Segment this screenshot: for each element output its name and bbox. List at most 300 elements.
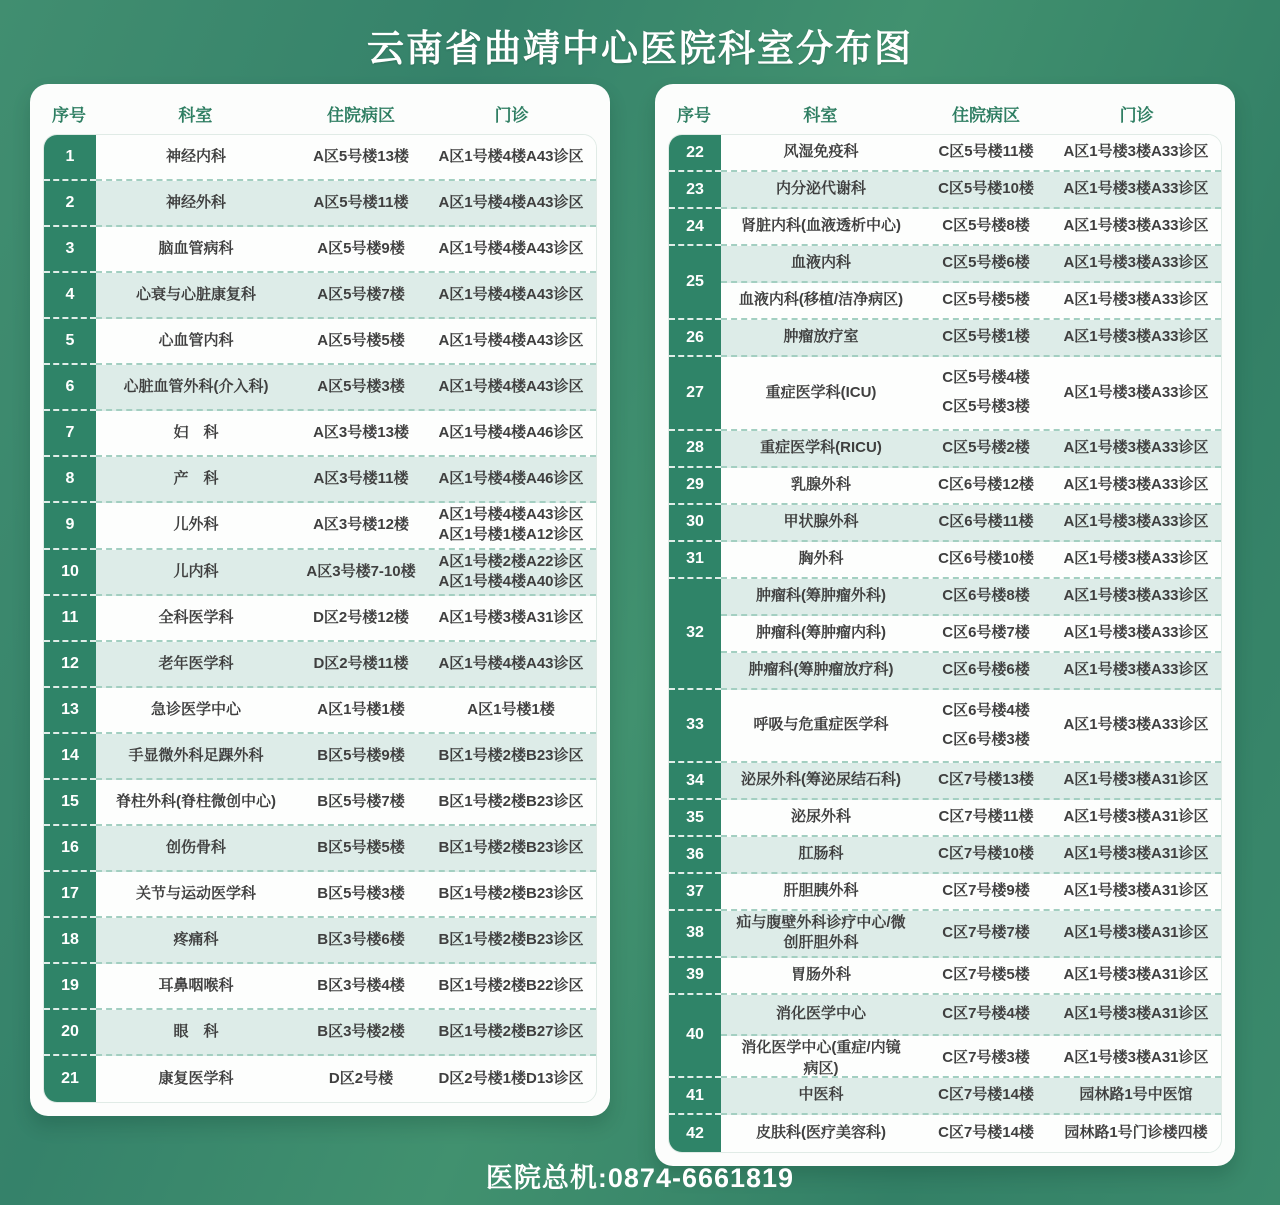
row-content	[721, 800, 1221, 837]
row-content	[96, 227, 596, 273]
table-row	[96, 273, 596, 319]
department-cell: 消化医学中心	[775, 1005, 866, 1023]
clinic-cell: A区1号楼3楼A33诊区	[1063, 512, 1209, 530]
table-row-group	[44, 872, 596, 918]
department-cell: 血液内科	[790, 254, 851, 272]
row-number: 13	[44, 688, 96, 734]
row-content	[721, 1115, 1221, 1152]
ward-cell: A区5号楼13楼	[313, 147, 409, 165]
column-header-no: 序号	[52, 105, 86, 125]
department-cell: 妇 科	[173, 423, 219, 441]
table-row-group	[44, 1010, 596, 1056]
table-row-group	[44, 918, 596, 964]
department-cell: 胸外科	[798, 549, 844, 567]
department-cell: 急诊医学中心	[150, 700, 241, 718]
ward-cell: C区7号楼7楼	[942, 924, 1030, 942]
row-content	[721, 995, 1221, 1079]
row-content	[721, 246, 1221, 320]
ward-cell: C区7号楼14楼	[938, 1086, 1034, 1104]
clinic-cell: B区1号楼2楼B23诊区	[438, 930, 584, 948]
ward-cell: A区5号楼9楼	[317, 239, 405, 257]
clinic-cell: A区1号楼3楼A31诊区	[1063, 845, 1209, 863]
ward-cell: C区6号楼11楼	[938, 512, 1034, 530]
department-cell: 肿瘤放疗室	[783, 328, 859, 346]
table-row	[96, 227, 596, 273]
clinic-cell: A区1号楼3楼A31诊区	[1063, 1005, 1209, 1023]
ward-cell: C区6号楼6楼	[942, 660, 1030, 678]
table-row	[96, 181, 596, 227]
clinic-cell: A区1号楼4楼A43诊区	[438, 193, 584, 211]
table-row-group	[669, 690, 1221, 764]
department-cell: 关节与运动医学科	[135, 884, 256, 902]
department-cell: 内分泌代谢科	[775, 180, 866, 198]
column-header-clinic: 门诊	[494, 105, 529, 125]
ward-cell: A区3号楼11楼	[313, 469, 409, 487]
table-row	[96, 550, 596, 597]
department-cell: 康复医学科	[158, 1069, 234, 1087]
ward-cell: B区5号楼3楼	[317, 884, 405, 902]
clinic-cell: A区1号楼3楼A31诊区	[1063, 965, 1209, 983]
ward-cell: A区3号楼13楼	[313, 423, 409, 441]
table-row-group	[669, 431, 1221, 468]
ward-cell: C区6号楼10楼	[938, 549, 1034, 567]
table-row-group	[44, 596, 596, 642]
table-row	[721, 837, 1221, 874]
table-header-row	[43, 92, 597, 134]
column-header-no: 序号	[677, 105, 711, 125]
clinic-cell: A区1号楼3楼A31诊区	[1063, 924, 1209, 942]
row-content	[96, 642, 596, 688]
table-row	[96, 1056, 596, 1102]
column-header-dept: 科室	[803, 105, 838, 125]
ward-cell: A区5号楼3楼	[317, 377, 405, 395]
clinic-cell: B区1号楼2楼B23诊区	[438, 792, 584, 810]
row-content	[721, 542, 1221, 579]
table-row	[96, 135, 596, 181]
ward-cell: C区6号楼12楼	[938, 475, 1034, 493]
department-cell: 中医科	[798, 1086, 844, 1104]
table-row-group	[669, 357, 1221, 431]
table-header-row	[668, 92, 1222, 134]
table-row	[721, 542, 1221, 579]
ward-cell: C区7号楼5楼	[942, 965, 1030, 983]
table-row	[721, 911, 1221, 958]
ward-cell: C区7号楼3楼	[942, 1049, 1030, 1067]
clinic-cell: A区1号楼3楼A31诊区	[438, 608, 584, 626]
table-header-columns	[720, 101, 1222, 126]
table-row-group	[44, 365, 596, 411]
clinic-cell: A区1号楼4楼A43诊区	[438, 285, 584, 303]
table-row	[96, 964, 596, 1010]
table-row-group	[44, 457, 596, 503]
department-cell: 肝胆胰外科	[783, 882, 859, 900]
department-cell: 神经外科	[165, 193, 226, 211]
ward-cell: B区3号楼6楼	[317, 930, 405, 948]
clinic-cell: A区1号楼3楼A33诊区	[1063, 217, 1209, 235]
ward-cell: C区5号楼11楼	[938, 143, 1034, 161]
table-row-group	[669, 320, 1221, 357]
table-row-group	[669, 172, 1221, 209]
row-content	[96, 964, 596, 1010]
ward-cell: A区5号楼11楼	[313, 193, 409, 211]
clinic-cell: A区1号楼3楼A31诊区	[1063, 882, 1209, 900]
row-number: 20	[44, 1010, 96, 1056]
clinic-cell: 园林路1号中医馆	[1079, 1086, 1193, 1104]
table-row-group	[669, 1115, 1221, 1152]
table-row	[96, 457, 596, 503]
department-cell: 眼 科	[173, 1022, 219, 1040]
row-content	[721, 431, 1221, 468]
table-row-group	[669, 209, 1221, 246]
table-row	[96, 734, 596, 780]
column-header-dept: 科室	[178, 105, 213, 125]
clinic-cell: A区1号楼3楼A33诊区	[1063, 383, 1209, 401]
table-body	[43, 134, 597, 1103]
clinic-cell: A区1号楼3楼A31诊区	[1063, 771, 1209, 789]
ward-cell: C区7号楼13楼	[938, 771, 1034, 789]
department-cell: 风湿免疫科	[783, 143, 859, 161]
department-cell: 重症医学科(ICU)	[765, 383, 877, 401]
department-cell: 皮肤科(医疗美容科)	[756, 1124, 886, 1142]
clinic-cell: A区1号楼3楼A33诊区	[1063, 660, 1209, 678]
table-row	[721, 209, 1221, 246]
table-row	[721, 1115, 1221, 1152]
row-number: 15	[44, 780, 96, 826]
row-content	[96, 826, 596, 872]
clinic-cell: A区1号楼4楼A46诊区	[438, 469, 584, 487]
table-row	[96, 780, 596, 826]
department-cell: 重症医学科(RICU)	[760, 438, 882, 456]
page-title: 云南省曲靖中心医院科室分布图	[367, 28, 913, 69]
table-row	[721, 431, 1221, 468]
row-content	[721, 958, 1221, 995]
hospital-hotline: 医院总机:0874-6661819	[485, 1163, 795, 1193]
row-number: 40	[669, 995, 721, 1079]
row-number: 5	[44, 319, 96, 365]
clinic-cell: A区1号楼3楼A33诊区	[1063, 438, 1209, 456]
table-row	[721, 653, 1221, 690]
row-content	[721, 837, 1221, 874]
clinic-cell: A区1号楼1楼	[467, 700, 555, 718]
department-cell: 心脏血管外科(介入科)	[123, 377, 269, 395]
row-content	[96, 365, 596, 411]
row-number: 41	[669, 1078, 721, 1115]
department-cell: 心衰与心脏康复科	[135, 285, 256, 303]
row-content	[721, 209, 1221, 246]
clinic-cell: A区1号楼3楼A33诊区	[1063, 475, 1209, 493]
table-row-group	[44, 319, 596, 365]
department-cell: 手显微外科足踝外科	[128, 746, 264, 764]
table-row	[96, 365, 596, 411]
clinic-cell: A区1号楼3楼A33诊区	[1063, 716, 1209, 734]
table-row	[721, 357, 1221, 431]
table-row	[96, 1010, 596, 1056]
department-cell: 耳鼻咽喉科	[158, 976, 234, 994]
clinic-cell: B区1号楼2楼B23诊区	[438, 746, 584, 764]
row-number: 26	[669, 320, 721, 357]
clinic-cell: B区1号楼2楼B22诊区	[438, 976, 584, 994]
department-cell: 创伤骨科	[165, 838, 226, 856]
table-header-columns	[95, 101, 597, 126]
row-number: 2	[44, 181, 96, 227]
table-row-group	[669, 468, 1221, 505]
row-content	[96, 181, 596, 227]
table-row-group	[44, 642, 596, 688]
department-cell: 甲状腺外科	[783, 512, 859, 530]
ward-cell: B区5号楼5楼	[317, 838, 405, 856]
table-row-group	[44, 780, 596, 826]
row-content	[721, 874, 1221, 911]
department-cell: 疼痛科	[173, 930, 219, 948]
table-row	[96, 918, 596, 964]
row-content	[96, 780, 596, 826]
column-header-clinic: 门诊	[1119, 105, 1154, 125]
table-row	[96, 503, 596, 550]
row-number: 18	[44, 918, 96, 964]
row-number: 10	[44, 550, 96, 597]
row-number: 6	[44, 365, 96, 411]
row-number: 24	[669, 209, 721, 246]
row-number: 21	[44, 1056, 96, 1102]
clinic-cell: A区1号楼3楼A33诊区	[1063, 254, 1209, 272]
table-row-group	[669, 995, 1221, 1079]
table-row	[721, 616, 1221, 653]
row-number: 3	[44, 227, 96, 273]
ward-cell: A区5号楼5楼	[317, 331, 405, 349]
row-content	[721, 505, 1221, 542]
table-row	[721, 995, 1221, 1037]
department-cell: 消化医学中心(重症/内镜 病区)	[741, 1039, 901, 1077]
table-row-group	[669, 246, 1221, 320]
department-cell: 儿外科	[173, 516, 219, 534]
row-number: 35	[669, 800, 721, 837]
clinic-cell: A区1号楼4楼A43诊区	[438, 654, 584, 672]
row-number: 9	[44, 503, 96, 550]
row-number: 19	[44, 964, 96, 1010]
row-content	[721, 1078, 1221, 1115]
row-content	[96, 734, 596, 780]
department-cell: 脑血管病科	[158, 239, 234, 257]
department-cell: 老年医学科	[158, 654, 234, 672]
table-row	[721, 320, 1221, 357]
row-number: 34	[669, 763, 721, 800]
row-content	[96, 872, 596, 918]
row-content	[721, 320, 1221, 357]
row-number: 23	[669, 172, 721, 209]
department-cell: 全科医学科	[158, 608, 234, 626]
row-content	[96, 135, 596, 181]
ward-cell: C区6号楼8楼	[942, 586, 1030, 604]
table-row	[721, 874, 1221, 911]
row-number: 27	[669, 357, 721, 431]
clinic-cell: A区1号楼4楼A43诊区 A区1号楼1楼A12诊区	[438, 506, 584, 544]
department-cell: 儿内科	[173, 562, 219, 580]
row-content	[721, 763, 1221, 800]
row-content	[96, 503, 596, 550]
clinic-cell: A区1号楼4楼A43诊区	[438, 377, 584, 395]
table-row-group	[669, 1078, 1221, 1115]
row-number: 36	[669, 837, 721, 874]
row-content	[96, 1056, 596, 1102]
table-row-group	[44, 550, 596, 597]
row-number: 31	[669, 542, 721, 579]
row-number: 8	[44, 457, 96, 503]
department-cell: 乳腺外科	[790, 475, 851, 493]
department-cell: 胃肠外科	[790, 965, 851, 983]
table-row	[721, 246, 1221, 283]
row-number: 12	[44, 642, 96, 688]
right-table-panel	[655, 84, 1235, 1166]
clinic-cell: A区1号楼3楼A33诊区	[1063, 291, 1209, 309]
row-number: 28	[669, 431, 721, 468]
clinic-cell: B区1号楼2楼B27诊区	[438, 1022, 584, 1040]
row-content	[721, 357, 1221, 431]
ward-cell: B区3号楼2楼	[317, 1022, 405, 1040]
table-row-group	[669, 579, 1221, 690]
ward-cell: D区2号楼	[328, 1069, 394, 1087]
department-cell: 肛肠科	[798, 845, 844, 863]
table-row-group	[44, 964, 596, 1010]
table-row-group	[669, 874, 1221, 911]
department-cell: 肾脏内科(血液透析中心)	[741, 217, 901, 235]
ward-cell: C区5号楼10楼	[938, 180, 1034, 198]
row-number: 14	[44, 734, 96, 780]
row-content	[96, 411, 596, 457]
table-row	[96, 688, 596, 734]
ward-cell: C区7号楼4楼	[942, 1005, 1030, 1023]
table-row-group	[44, 688, 596, 734]
row-content	[96, 1010, 596, 1056]
clinic-cell: A区1号楼4楼A43诊区	[438, 239, 584, 257]
table-row-group	[44, 273, 596, 319]
row-number: 25	[669, 246, 721, 320]
table-row	[721, 579, 1221, 616]
table-row	[721, 800, 1221, 837]
ward-cell: B区5号楼9楼	[317, 746, 405, 764]
department-cell: 产 科	[173, 469, 219, 487]
table-row-group	[44, 734, 596, 780]
row-number: 22	[669, 135, 721, 172]
ward-cell: A区3号楼12楼	[313, 516, 409, 534]
ward-cell: A区5号楼7楼	[317, 285, 405, 303]
table-row-group	[44, 1056, 596, 1102]
table-row	[721, 1036, 1221, 1078]
ward-cell: C区6号楼7楼	[942, 623, 1030, 641]
table-row	[96, 596, 596, 642]
clinic-cell: A区1号楼3楼A31诊区	[1063, 808, 1209, 826]
table-row-group	[669, 763, 1221, 800]
left-table-panel	[30, 84, 610, 1116]
row-number: 30	[669, 505, 721, 542]
row-content	[96, 273, 596, 319]
ward-cell: C区5号楼6楼	[942, 254, 1030, 272]
row-content	[96, 918, 596, 964]
row-number: 4	[44, 273, 96, 319]
ward-cell: C区5号楼4楼 C区5号楼3楼	[942, 369, 1030, 416]
row-content	[96, 688, 596, 734]
table-row	[96, 411, 596, 457]
department-cell: 泌尿外科(筹泌尿结石科)	[741, 771, 901, 789]
department-cell: 脊柱外科(脊柱微创中心)	[116, 792, 276, 810]
ward-cell: C区5号楼1楼	[942, 328, 1030, 346]
row-content	[721, 690, 1221, 764]
table-row-group	[44, 503, 596, 550]
department-cell: 泌尿外科	[790, 808, 851, 826]
ward-cell: C区6号楼4楼 C区6号楼3楼	[942, 701, 1030, 748]
row-number: 33	[669, 690, 721, 764]
row-content	[721, 911, 1221, 958]
table-row	[721, 1078, 1221, 1115]
row-content	[96, 596, 596, 642]
row-content	[721, 579, 1221, 690]
ward-cell: A区1号楼1楼	[317, 700, 405, 718]
row-number: 32	[669, 579, 721, 690]
row-number: 11	[44, 596, 96, 642]
row-content	[96, 457, 596, 503]
ward-cell: D区2号楼11楼	[313, 654, 409, 672]
ward-cell: B区5号楼7楼	[317, 792, 405, 810]
ward-cell: C区7号楼9楼	[942, 882, 1030, 900]
ward-cell: D区2号楼12楼	[313, 608, 409, 626]
clinic-cell: A区1号楼3楼A33诊区	[1063, 328, 1209, 346]
table-row	[721, 135, 1221, 172]
ward-cell: C区7号楼10楼	[938, 845, 1034, 863]
ward-cell: C区5号楼5楼	[942, 291, 1030, 309]
table-row-group	[44, 411, 596, 457]
department-cell: 肿瘤科(筹肿瘤放疗科)	[748, 660, 894, 678]
clinic-cell: 园林路1号门诊楼四楼	[1064, 1124, 1208, 1142]
column-header-ward: 住院病区	[327, 105, 396, 125]
department-cell: 神经内科	[165, 147, 226, 165]
table-row	[96, 826, 596, 872]
department-cell: 疝与腹壁外科诊疗中心/微 创肝胆外科	[736, 914, 906, 952]
row-number: 39	[669, 958, 721, 995]
table-row-group	[44, 135, 596, 181]
department-cell: 血液内科(移植/洁净病区)	[738, 291, 904, 309]
table-row-group	[669, 911, 1221, 958]
table-row-group	[669, 505, 1221, 542]
table-row-group	[44, 826, 596, 872]
table-row-group	[669, 800, 1221, 837]
table-row	[721, 958, 1221, 995]
clinic-cell: A区1号楼4楼A43诊区	[438, 331, 584, 349]
row-number: 17	[44, 872, 96, 918]
table-row	[96, 872, 596, 918]
row-number: 16	[44, 826, 96, 872]
clinic-cell: A区1号楼4楼A46诊区	[438, 423, 584, 441]
table-row	[721, 283, 1221, 320]
department-cell: 呼吸与危重症医学科	[753, 716, 889, 734]
row-number: 42	[669, 1115, 721, 1152]
row-content	[96, 319, 596, 365]
table-row-group	[44, 227, 596, 273]
clinic-cell: A区1号楼3楼A33诊区	[1063, 623, 1209, 641]
row-number: 38	[669, 911, 721, 958]
row-number: 1	[44, 135, 96, 181]
table-row	[721, 505, 1221, 542]
row-content	[721, 135, 1221, 172]
ward-cell: C区5号楼2楼	[942, 438, 1030, 456]
table-body	[668, 134, 1222, 1153]
department-cell: 心血管内科	[158, 331, 234, 349]
ward-cell: C区7号楼11楼	[938, 808, 1034, 826]
ward-cell: B区3号楼4楼	[317, 976, 405, 994]
row-number: 7	[44, 411, 96, 457]
table-row	[96, 319, 596, 365]
department-cell: 肿瘤科(筹肿瘤内科)	[756, 623, 886, 641]
table-row	[721, 468, 1221, 505]
row-content	[721, 172, 1221, 209]
